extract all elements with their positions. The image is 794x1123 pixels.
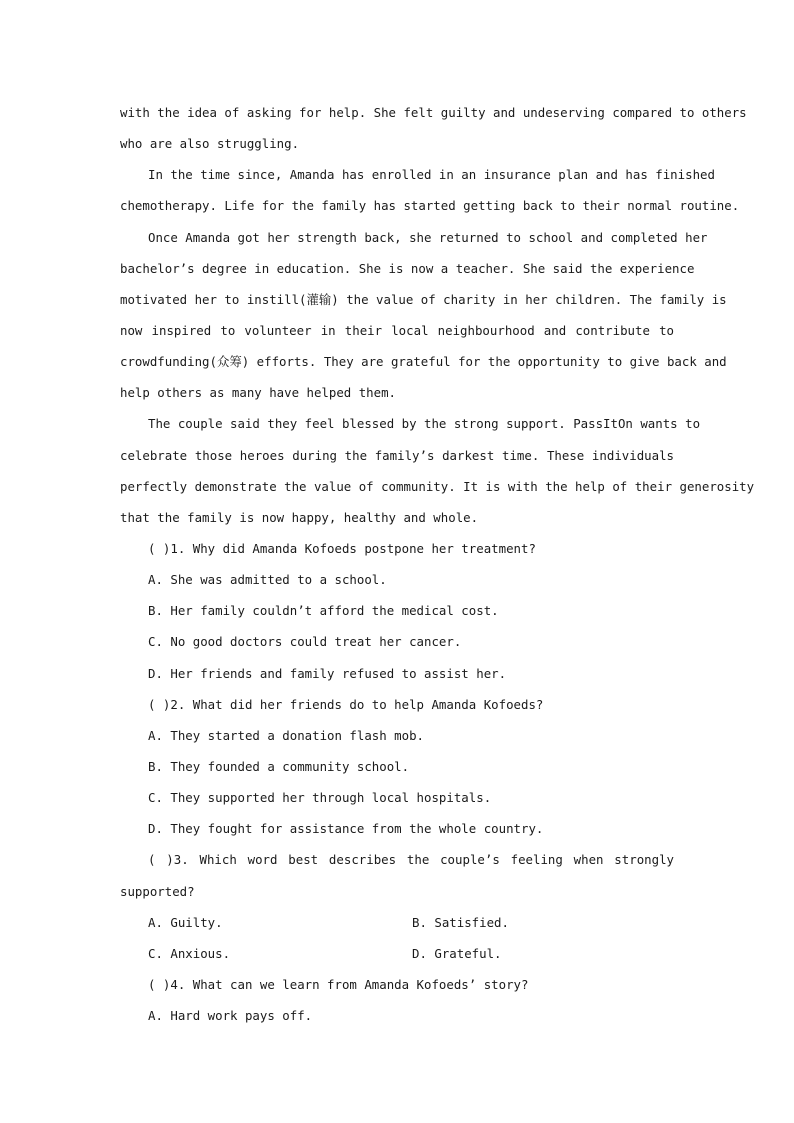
- paragraph-line: who are also struggling.: [120, 136, 300, 152]
- paragraph-line: Once Amanda got her strength back, she returned to school and completed her: [148, 229, 708, 245]
- question-1-option-c: C. No good doctors could treat her cancer.: [148, 634, 462, 650]
- paragraph-line: help others as many have helped them.: [120, 385, 397, 401]
- paragraph-line: In the time since, Amanda has enrolled in an insurance plan and has finished: [148, 167, 715, 183]
- question-1-stem: ( )1. Why did Amanda Kofoeds postpone her treatment?: [148, 540, 536, 556]
- paragraph-line: crowdfunding(众筹) efforts. They are grateful for the opportunity to give back and: [120, 354, 727, 370]
- question-1-option-a: A. She was admitted to a school.: [148, 572, 387, 588]
- question-2-option-a: A. They started a donation flash mob.: [148, 727, 425, 743]
- question-1-option-b: B. Her family couldn’t afford the medical cost.: [148, 603, 499, 619]
- paragraph-line: perfectly demonstrate the value of community. It is with the help of their generosity: [120, 478, 755, 494]
- question-2-option-b: B. They founded a community school.: [148, 758, 410, 774]
- question-3-options-row-2: [120, 938, 674, 969]
- paragraph-line: motivated her to instill(灌输) the value of charity in her children. The family is: [120, 291, 727, 307]
- question-3-stem-continued: supported?: [120, 883, 195, 899]
- paragraph-line: celebrate those heroes during the family’s darkest time. These individuals: [120, 447, 674, 463]
- question-2-option-d: D. They fought for assistance from the whole country.: [148, 821, 544, 837]
- question-3-option-d: D. Grateful.: [412, 945, 502, 961]
- paragraph-line: bachelor’s degree in education. She is now a teacher. She said the experience: [120, 260, 695, 276]
- document-page: [120, 97, 755, 1031]
- question-3-options-row-1: [120, 907, 674, 938]
- question-3-stem: ( )3. Which word best describes the couple’s feeling when strongly: [148, 852, 674, 868]
- question-2-stem: ( )2. What did her friends do to help Amanda Kofoeds?: [148, 696, 544, 712]
- question-4-stem: ( )4. What can we learn from Amanda Kofoeds’ story?: [148, 976, 529, 992]
- paragraph-line: with the idea of asking for help. She felt guilty and undeserving compared to others: [120, 105, 747, 120]
- question-2-option-c: C. They supported her through local hospitals.: [148, 790, 492, 806]
- paragraph-line: The couple said they feel blessed by the strong support. PassItOn wants to: [148, 416, 701, 432]
- question-3-option-c: C. Anxious.: [148, 945, 231, 961]
- paragraph-line: chemotherapy. Life for the family has started getting back to their normal routine.: [120, 198, 740, 214]
- paragraph-line: that the family is now happy, healthy and whole.: [120, 509, 479, 525]
- question-3-option-b: B. Satisfied.: [412, 914, 509, 930]
- question-4-option-a: A. Hard work pays off.: [148, 1008, 313, 1024]
- question-1-option-d: D. Her friends and family refused to assist her.: [148, 665, 507, 681]
- question-3-option-a: A. Guilty.: [148, 914, 223, 930]
- paragraph-line: now inspired to volunteer in their local neighbourhood and contribute to: [120, 322, 674, 338]
